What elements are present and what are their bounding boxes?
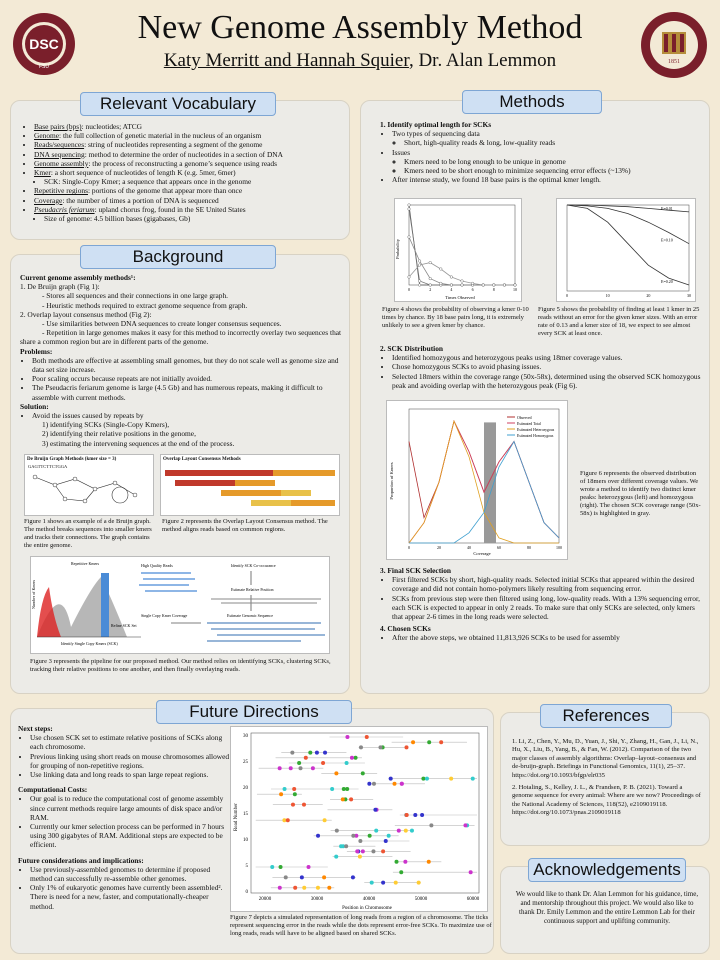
sck-dot bbox=[411, 740, 415, 744]
sck-dot bbox=[302, 886, 306, 890]
sck-dot bbox=[463, 823, 467, 827]
sck-dot bbox=[283, 787, 287, 791]
bg-line: - Stores all sequences and their connections in one large graph. bbox=[42, 291, 229, 301]
fig4-xlabel: Times Observed bbox=[445, 295, 475, 300]
x-tick-label: 10 bbox=[605, 293, 610, 298]
sck-dot bbox=[361, 849, 365, 853]
vocab-item bbox=[34, 186, 342, 195]
sck-dot bbox=[359, 745, 363, 749]
data-point bbox=[418, 284, 421, 287]
bg-solution-head: Solution: bbox=[20, 401, 49, 411]
sck-dot bbox=[449, 777, 453, 781]
y-tick-label: 5 bbox=[245, 864, 248, 869]
data-point bbox=[461, 284, 464, 287]
sck-dot bbox=[354, 756, 358, 760]
bg-methods-head: Current genome assembly methods¹: bbox=[20, 273, 136, 282]
legend-label: Observed bbox=[517, 416, 532, 420]
sck-dot bbox=[341, 797, 345, 801]
sck-dot bbox=[421, 777, 425, 781]
methods-item: • Identified homozygous and heterozygous peaks using 18mer coverage values. bbox=[392, 353, 702, 362]
series-line bbox=[409, 205, 515, 285]
future-cost-head: Computational Costs: bbox=[18, 785, 88, 795]
bg-line: - Use similarities between DNA sequences to create longer consensus sequences. bbox=[42, 319, 282, 329]
methods-item: ◦ Short, high-quality reads & long, low-quality reads bbox=[404, 138, 702, 147]
reference-1: 1. Li, Z., Chen, Y., Mu, D., Yuan, J., Shi, Y., Zhang, H., Gan, J., Li, N., Hu, X., Liu, B., Yang, B., & Fan, W. (2012). Comparison of the two major classes of assembly algorithms: Overlap–layout–consensus and de-bruijn-graph. Briefings in Functional Genomics, 11(1), 25–37. https://doi.org/10.1093/bfgp/elr035 bbox=[512, 738, 699, 779]
sck-dot bbox=[393, 782, 397, 786]
sck-dot bbox=[365, 735, 369, 739]
sck-dot bbox=[367, 782, 371, 786]
fig4-svg bbox=[395, 199, 521, 301]
sck-dot bbox=[304, 756, 308, 760]
y-tick-label: 0 bbox=[245, 890, 248, 895]
x-tick-label: 50000 bbox=[414, 897, 428, 902]
data-point bbox=[429, 261, 432, 264]
sck-dot bbox=[394, 881, 398, 885]
sck-dot bbox=[279, 865, 283, 869]
x-tick-label: 0 bbox=[408, 545, 410, 550]
x-tick-label: 40 bbox=[467, 545, 471, 550]
sck-dot bbox=[427, 860, 431, 864]
sck-dot bbox=[384, 839, 388, 843]
vocab-item bbox=[44, 214, 342, 223]
poster-header bbox=[0, 0, 720, 92]
fig3-label: Identify Single Copy Kmers (SCK) bbox=[61, 641, 118, 646]
vocab-item bbox=[34, 205, 342, 214]
x-tick-label: 20000 bbox=[258, 897, 272, 902]
sck-dot bbox=[373, 808, 377, 812]
solution-item: 1) identifying SCKs (Single-Copy Kmers), bbox=[42, 420, 170, 430]
y-tick-label: 20 bbox=[243, 786, 248, 791]
methods-item: • After the above steps, we obtained 11,813,926 SCKs to be used for assembly bbox=[392, 633, 702, 642]
data-point bbox=[514, 284, 517, 287]
x-tick-label: 60000 bbox=[466, 897, 480, 902]
methods-section-1 bbox=[380, 120, 702, 184]
sck-dot bbox=[413, 813, 417, 817]
sck-dot bbox=[410, 829, 414, 833]
data-point bbox=[450, 276, 453, 279]
vocab-term: Base pairs (bps) bbox=[34, 122, 82, 131]
bg-line: 1. De Bruijn graph (Fig 1): bbox=[20, 282, 100, 292]
sck-dot bbox=[370, 881, 374, 885]
sck-dot bbox=[400, 782, 404, 786]
sck-dot bbox=[389, 777, 393, 781]
vocab-def: : a short sequence of nucleotides of length K (e.g. 5mer, 6mer) bbox=[50, 168, 236, 178]
sck-dot bbox=[290, 751, 294, 755]
sck-dot bbox=[344, 844, 348, 848]
future-item: • Our goal is to reduce the computational cost of genome assembly since current methods require large amounts of disk space and/or RAM. bbox=[30, 794, 230, 822]
sck-dot bbox=[327, 886, 331, 890]
vocab-item bbox=[34, 159, 342, 168]
vocab-term: Kmer bbox=[34, 168, 51, 178]
data-point bbox=[471, 282, 474, 285]
sck-dot bbox=[300, 875, 304, 879]
fig3-label: Number of Kmers bbox=[31, 579, 36, 609]
methods-item: ◦ Kmers need to be long enough to be unique in genome bbox=[404, 157, 702, 166]
vocab-item bbox=[34, 140, 342, 149]
sck-dot bbox=[381, 849, 385, 853]
sck-dot bbox=[293, 792, 297, 796]
data-point bbox=[429, 277, 432, 280]
sck-dot bbox=[278, 766, 282, 770]
sck-dot bbox=[349, 797, 353, 801]
vocabulary-list bbox=[22, 122, 342, 223]
figure-4-chart bbox=[394, 198, 522, 302]
fig2-bars bbox=[161, 464, 339, 514]
figure-6-chart bbox=[386, 400, 568, 560]
fig1-graph bbox=[25, 469, 153, 509]
data-point bbox=[418, 264, 421, 267]
future-heading: Future Directions bbox=[156, 700, 352, 724]
bg-line: 2. Overlap layout consensus method (Fig 2): bbox=[20, 309, 152, 319]
solution-item: 3) estimating the intervening sequences at the end of the process. bbox=[42, 438, 235, 448]
sck-dot bbox=[358, 855, 362, 859]
fig3-label: Identify SCK Co-occurance bbox=[231, 563, 276, 568]
x-tick-label: 30 bbox=[687, 293, 691, 298]
fig7-xlabel: Position in Chromosome bbox=[342, 906, 392, 911]
future-item: • Only 1% of eukaryotic genomes have currently been assembled². There is need for a new, faster, and computationally-cheaper method. bbox=[30, 883, 230, 911]
sck-dot bbox=[323, 818, 327, 822]
sck-dot bbox=[350, 756, 354, 760]
sck-dot bbox=[368, 834, 372, 838]
sck-dot bbox=[322, 875, 326, 879]
bg-problems-head: Problems: bbox=[20, 346, 53, 356]
y-tick-label: 30 bbox=[243, 734, 248, 739]
sck-dot bbox=[278, 886, 282, 890]
figure-6-caption: Figure 6 represents the observed distribution of 18mers over different coverage values. We wrote a method to identify two distinct kmer peaks: heterozygous (left) and homozygous (right). The chosen SCK coverage range (50x-58x) is highlighted in gray. bbox=[580, 470, 701, 517]
vocab-def: : upland chorus frog, found in the SE United States bbox=[94, 204, 246, 214]
dsc-logo bbox=[12, 12, 76, 76]
data-point bbox=[461, 280, 464, 283]
vocab-def: : portions of the genome that appear more than once bbox=[87, 186, 243, 196]
future-impl-head: Future considerations and implications: bbox=[18, 855, 144, 865]
series-label: E=0.20 bbox=[661, 278, 673, 284]
acknowledgements-text: We would like to thank Dr. Alan Lemmon for his guidance, time, and mentorship throughout this project. We would also like to thank Dr. Emily Lemmon and the entire Lemmon Lab for their continuous support and uplifting community. bbox=[515, 890, 699, 925]
figure-1-de-bruijn bbox=[24, 454, 154, 516]
sck-dot bbox=[292, 787, 296, 791]
data-point bbox=[493, 284, 496, 287]
problem-item: • Poor scaling occurs because repeats are not initially avoided. bbox=[32, 374, 342, 383]
sck-dot bbox=[429, 823, 433, 827]
figure-2-caption: Figure 2 represents the Overlap Layout Consensus method. The method aligns reads based on common regions. bbox=[162, 518, 328, 533]
x-tick-label: 8 bbox=[492, 287, 495, 292]
data-point bbox=[408, 236, 411, 239]
fig2-title: Overlap Layout Consensus Methods bbox=[163, 457, 241, 462]
sck-dot bbox=[279, 792, 283, 796]
sck-dot bbox=[330, 787, 334, 791]
data-point bbox=[440, 282, 443, 285]
methods-s1-head: 1. Identify optimal length for SCKs bbox=[380, 120, 492, 129]
data-point bbox=[418, 260, 421, 263]
bg-line: - Heuristic methods required to extract genome sequence from graph. bbox=[42, 300, 248, 310]
plot-frame bbox=[251, 733, 479, 893]
future-item: • Currently our kmer selection process can be performed in 7 hours using 300 gigabytes of RAM. Additional steps are expected to be efficient. bbox=[30, 822, 230, 850]
vocab-item bbox=[44, 177, 342, 186]
legend-label: Estimated Heterozygous bbox=[517, 428, 555, 432]
poster-title: New Genome Assembly Method bbox=[137, 9, 583, 46]
sck-dot bbox=[323, 751, 327, 755]
methods-section-3 bbox=[380, 566, 702, 643]
fig6-xlabel: Coverage bbox=[473, 551, 491, 556]
legend-label: Estimated Total bbox=[517, 422, 541, 426]
methods-item: • Chose homozygous SCKs to avoid phasing issues. bbox=[392, 362, 702, 371]
references-heading: References bbox=[540, 704, 672, 728]
vocab-sub: SCK: Single-Copy Kmer; a sequence that appears once in the genome bbox=[44, 177, 252, 187]
x-tick-label: 60 bbox=[497, 545, 501, 550]
sck-dot bbox=[372, 782, 376, 786]
sck-dot bbox=[471, 777, 475, 781]
sck-dot bbox=[345, 735, 349, 739]
sck-dot bbox=[308, 751, 312, 755]
methods-s3-head: 3. Final SCK Selection bbox=[380, 566, 452, 575]
data-point bbox=[408, 208, 411, 211]
future-item: • Use chosen SCK set to estimate relative positions of SCKs along each chromosome. bbox=[30, 733, 230, 751]
data-point bbox=[450, 284, 453, 287]
y-tick-label: 10 bbox=[243, 838, 248, 843]
vocab-term: Coverage bbox=[34, 195, 63, 205]
fig3-diagram bbox=[31, 557, 329, 653]
future-item: • Previous linking using short reads on mouse chromosomes allowed for grouping of non-repetitive regions. bbox=[30, 752, 230, 770]
figure-3-pipeline bbox=[30, 556, 330, 654]
sck-dot bbox=[395, 860, 399, 864]
data-point bbox=[418, 280, 421, 283]
sck-dot bbox=[397, 829, 401, 833]
vocabulary-heading: Relevant Vocabulary bbox=[80, 92, 276, 116]
sck-dot bbox=[297, 761, 301, 765]
solution-item: 2) identifying their relative positions in the genome, bbox=[42, 429, 196, 439]
x-tick-label: 0 bbox=[566, 293, 568, 298]
sck-dot bbox=[270, 865, 274, 869]
sck-dot bbox=[404, 829, 408, 833]
methods-item: • After intense study, we found 18 base pairs is the optimal kmer length. bbox=[392, 175, 702, 184]
vocab-def: : string of nucleotides representing a segment of the genome bbox=[84, 140, 263, 150]
series-line bbox=[567, 205, 689, 285]
data-point bbox=[429, 284, 432, 287]
sck-dot bbox=[387, 834, 391, 838]
advisor: , Dr. Alan Lemmon bbox=[408, 50, 557, 71]
sck-dot bbox=[289, 766, 293, 770]
sck-dot bbox=[291, 803, 295, 807]
methods-item: • SCKs from previous step were then filtered using long, low-quality reads. With a 13% sequencing error, each SCK is expected to appear in only 2 reads. To make sure that only SCKs are selected, only kmers that appear 2-6 times in the long reads were selected. bbox=[392, 594, 702, 622]
vocab-item bbox=[34, 122, 342, 131]
y-tick-label: 15 bbox=[243, 812, 248, 817]
methods-section-2 bbox=[380, 344, 702, 390]
vocab-term: Pseudacris feriarum bbox=[34, 204, 95, 214]
sck-dot bbox=[284, 875, 288, 879]
fig4-ylabel: Probability bbox=[395, 239, 400, 259]
sck-dot bbox=[302, 803, 306, 807]
sck-dot bbox=[342, 787, 346, 791]
sck-dot bbox=[345, 761, 349, 765]
sck-dot bbox=[405, 745, 409, 749]
sck-dot bbox=[334, 771, 338, 775]
fig3-label: Estimate Genomic Sequence bbox=[227, 613, 273, 618]
problem-item: • The Pseudacris feriarum genome is large (4.5 Gb) and has numerous repeats, making it difficult to assemble with current methods. bbox=[32, 383, 342, 401]
sck-dot bbox=[417, 881, 421, 885]
vocab-term: DNA sequencing bbox=[34, 149, 85, 159]
data-point bbox=[440, 268, 443, 271]
sck-dot bbox=[299, 766, 303, 770]
authors bbox=[110, 50, 610, 72]
student-authors: Katy Merritt and Hannah Squier bbox=[163, 50, 409, 71]
sck-dot bbox=[469, 870, 473, 874]
sck-dot bbox=[315, 751, 319, 755]
sck-dot bbox=[405, 813, 409, 817]
future-text bbox=[18, 724, 230, 911]
figure-3-caption: Figure 3 represents the pipeline for our proposed method. Our method relies on identifying SCKs, clustering SCKs, tracking their relative positions to one another, and then finally overlaying reads. bbox=[30, 658, 331, 673]
methods-item: • First filtered SCKs by short, high-quality reads. Selected initial SCKs that appeared within the desired coverage and did not contain homo-polymers likely resulting from sequencing error. bbox=[392, 575, 702, 593]
series-label: E=0.10 bbox=[661, 237, 673, 243]
series-line bbox=[409, 237, 515, 285]
data-point bbox=[408, 204, 411, 207]
vocab-term: Repetitive regions bbox=[34, 186, 88, 196]
series-line bbox=[409, 209, 515, 285]
sck-dot bbox=[311, 766, 315, 770]
background-text bbox=[20, 273, 342, 448]
sck-dot bbox=[371, 849, 375, 853]
sck-dot bbox=[345, 787, 349, 791]
vocab-item bbox=[34, 131, 342, 140]
x-tick-label: 2 bbox=[429, 287, 432, 292]
fig1-title: De Bruijn Graph Methods (kmer size = 3) bbox=[27, 457, 117, 462]
svg-text:1851: 1851 bbox=[668, 59, 680, 65]
x-tick-label: 10 bbox=[513, 287, 517, 292]
vocab-def: : the full collection of genetic material in the nucleus of an organism bbox=[59, 131, 262, 141]
legend-label: Estimated Homozygous bbox=[517, 434, 554, 438]
acknowledgements-heading: Acknowledgements bbox=[528, 858, 686, 882]
vocab-term: Genome assembly bbox=[34, 158, 89, 168]
vocab-term: Reads/sequences bbox=[34, 140, 85, 150]
sck-dot bbox=[334, 855, 338, 859]
figure-5-chart bbox=[556, 198, 696, 302]
x-tick-label: 80 bbox=[527, 545, 531, 550]
data-point bbox=[503, 284, 506, 287]
fig6-ylabel: Proportion of Kmers bbox=[389, 462, 394, 500]
sck-dot bbox=[355, 849, 359, 853]
sck-dot bbox=[439, 740, 443, 744]
data-point bbox=[408, 276, 411, 279]
vocab-def: : nucleotides; ATCG bbox=[81, 122, 142, 131]
fig5-svg bbox=[557, 199, 695, 301]
fig3-label: Refine SCK Set bbox=[111, 623, 137, 628]
sck-dot bbox=[425, 777, 429, 781]
dsc-logo-text: DSC bbox=[29, 36, 59, 52]
future-next-head: Next steps: bbox=[18, 724, 53, 733]
sck-dot bbox=[293, 886, 297, 890]
references-list bbox=[512, 738, 704, 818]
sck-dot bbox=[374, 829, 378, 833]
plot-frame bbox=[409, 205, 515, 285]
sck-dot bbox=[399, 870, 403, 874]
vocab-def: : the number of times a portion of DNA is sequenced bbox=[62, 195, 219, 205]
x-tick-label: 0 bbox=[408, 287, 410, 292]
x-tick-label: 20 bbox=[437, 545, 441, 550]
methods-item: ◦ Kmers need to be short enough to minimize sequencing error effects (~13%) bbox=[404, 166, 702, 175]
sck-dot bbox=[335, 829, 339, 833]
methods-item: • Selected 18mers within the coverage range (50x-58x), determined using the observed SCK homozygous peak and avoiding overlap with the heterozygous peak (Fig 6). bbox=[392, 372, 702, 390]
figure-2-olc bbox=[160, 454, 340, 516]
methods-item: • Two types of sequencing data bbox=[392, 129, 702, 138]
future-item: • Use linking data and long reads to span large repeat regions. bbox=[30, 770, 230, 779]
x-tick-label: 20 bbox=[646, 293, 651, 298]
vocab-item bbox=[34, 150, 342, 159]
methods-item: • Issues bbox=[392, 148, 702, 157]
vocab-sub: Size of genome: 4.5 billion bases (gigabases, Gb) bbox=[44, 214, 191, 224]
figure-4-caption: Figure 4 shows the probability of observing a kmer 0-10 times by chance. By 18 base pairs long, it is extremely unlikely to see a given kmer by chance. bbox=[382, 306, 529, 329]
fig3-label: High Quality Reads bbox=[141, 563, 173, 568]
methods-heading: Methods bbox=[462, 90, 602, 114]
vocab-term: Genome bbox=[34, 131, 60, 141]
bg-line: - Repetition in large genomes makes it easy for this method to incorrectly overlay two sequences that share a common region but are in different parts of the genome. bbox=[20, 328, 342, 347]
x-tick-label: 100 bbox=[556, 545, 562, 550]
vocab-def: : method to determine the order of nucleotides in a section of DNA bbox=[84, 149, 283, 159]
fig3-label: Repetitive Kmers bbox=[71, 561, 100, 566]
figure-7-caption: Figure 7 depicts a simulated representation of long reads from a region of a chromosome. The ticks represent sequencing error in the reads while the dots represent error-free SCKs. To maximize use of long reads, reads will have to be aligned based on shared SCKs. bbox=[230, 914, 492, 937]
sck-dot bbox=[307, 865, 311, 869]
sck-dot bbox=[381, 881, 385, 885]
problem-item: • Both methods are effective at assembling small genomes, but they do not scale well as genome size and data set size increase. bbox=[32, 356, 342, 374]
x-tick-label: 40000 bbox=[362, 897, 376, 902]
svg-text:FSU: FSU bbox=[39, 64, 49, 70]
reference-2: 2. Hotaling, S., Kelley, J. L., & Frandsen, P. B. (2021). Toward a genome sequence for every animal: Where are we now? Proceedings of the National Academy of Sciences, 118(52), e2109019118. https://doi.org/10.1073/pnas.2109019118 bbox=[512, 784, 701, 817]
fig1-sequence: GAGTTCTTCTGGA bbox=[28, 464, 68, 469]
sck-dot bbox=[358, 839, 362, 843]
sck-dot bbox=[316, 886, 320, 890]
x-tick-label: 6 bbox=[471, 287, 474, 292]
fig7-svg bbox=[231, 727, 487, 911]
sck-dot bbox=[403, 860, 407, 864]
vocab-def: : the process of reconstructing a genome’s sequence using reads bbox=[88, 158, 277, 168]
sck-dot bbox=[427, 740, 431, 744]
future-item: • Use previously-assembled genomes to determine if proposed method can successfully re-assemble other genomes. bbox=[30, 865, 230, 883]
sck-dot bbox=[286, 818, 290, 822]
vocab-item bbox=[34, 168, 342, 177]
fig3-label: Estimate Relative Position bbox=[231, 587, 274, 592]
figure-1-caption: Figure 1 shows an example of a de Bruijn graph. The method breaks sequences into smaller kmers and tracks their connections. The graph contains the entire genome. bbox=[24, 518, 152, 549]
fig6-svg bbox=[387, 401, 567, 559]
fsu-seal bbox=[640, 10, 708, 80]
data-point bbox=[482, 284, 485, 287]
background-heading: Background bbox=[80, 245, 276, 269]
sck-dot bbox=[420, 813, 424, 817]
x-tick-label: 4 bbox=[450, 287, 453, 292]
sck-dot bbox=[351, 834, 355, 838]
sck-dot bbox=[316, 834, 320, 838]
figure-7-chart bbox=[230, 726, 488, 912]
fig3-label: Single Copy Kmer Coverage bbox=[141, 613, 188, 618]
vocab-item bbox=[34, 196, 342, 205]
x-tick-label: 30000 bbox=[310, 897, 324, 902]
fig7-ylabel: Read Number bbox=[234, 803, 239, 831]
sck-dot bbox=[351, 875, 355, 879]
solution-item: • Avoid the issues caused by repeats by bbox=[32, 411, 342, 420]
series-label: E=0.01 bbox=[661, 205, 673, 211]
methods-s2-head: 2. SCK Distribution bbox=[380, 344, 444, 353]
sck-dot bbox=[361, 771, 365, 775]
figure-5-caption: Figure 5 shows the probability of finding at least 1 kmer in 25 reads without an error for the given kmer sizes. With an error rate of 0.13 and a kmer size of 18, we expect to see almost every SCK at least once. bbox=[538, 306, 700, 337]
y-tick-label: 25 bbox=[243, 760, 248, 765]
sck-dot bbox=[378, 745, 382, 749]
sck-dot bbox=[321, 761, 325, 765]
methods-s4-head: 4. Chosen SCKs bbox=[380, 624, 431, 634]
